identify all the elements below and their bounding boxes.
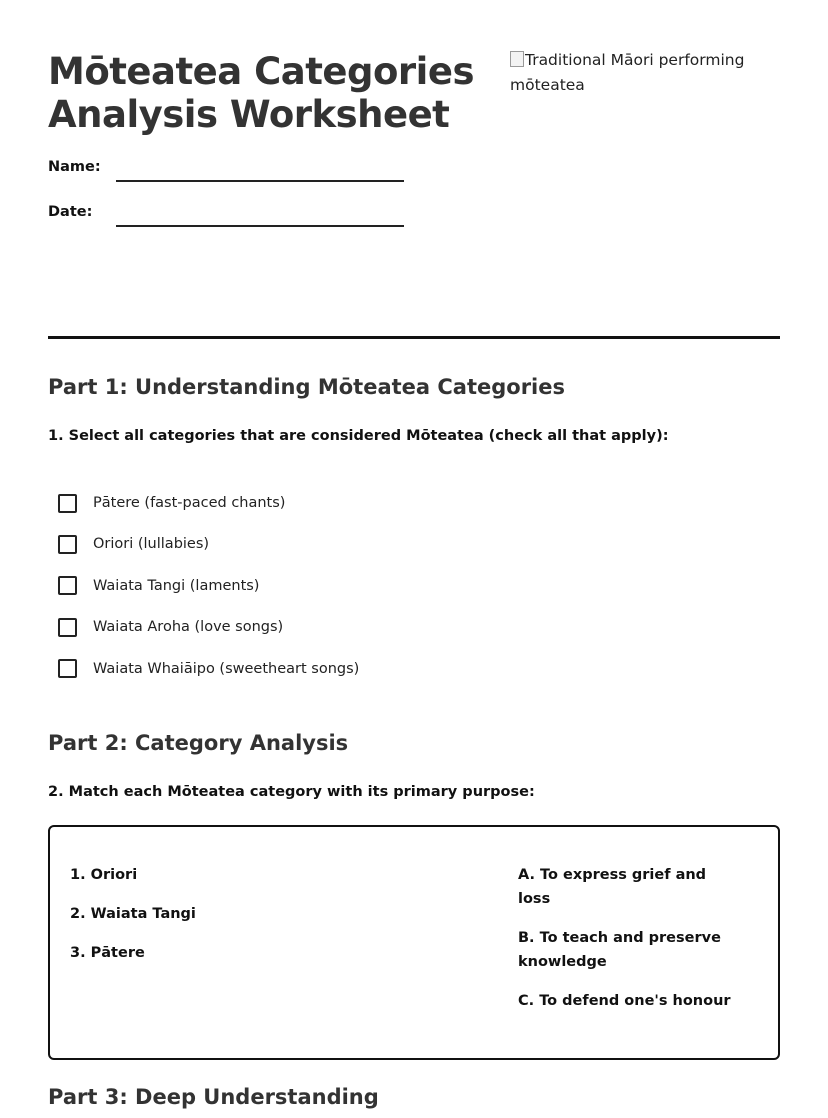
name-label: Name: bbox=[48, 159, 101, 175]
checkbox-option-waiata-whaiaipo[interactable] bbox=[58, 657, 359, 681]
match-purpose-item: B. To teach and preserve knowledge bbox=[518, 930, 721, 970]
part1-heading: Part 1: Understanding Mōteatea Categories bbox=[48, 375, 566, 399]
matching-box bbox=[48, 825, 780, 1060]
checkbox-label: Oriori (lullabies) bbox=[93, 536, 210, 553]
matching-purposes-column bbox=[518, 863, 738, 1028]
checkbox-option-patere[interactable] bbox=[58, 491, 359, 515]
header-image-alt-text: Traditional Māori performing mōteatea bbox=[510, 51, 745, 94]
checkbox-label: Waiata Aroha (love songs) bbox=[93, 619, 284, 636]
checkbox[interactable] bbox=[58, 535, 77, 554]
match-category-item: 3. Pātere bbox=[70, 945, 145, 961]
match-purpose-item: A. To express grief and loss bbox=[518, 867, 707, 907]
category-checklist bbox=[58, 491, 359, 698]
checkbox-option-waiata-aroha[interactable] bbox=[58, 615, 359, 639]
date-label: Date: bbox=[48, 204, 93, 220]
checkbox-label: Waiata Whaiāipo (sweetheart songs) bbox=[93, 660, 360, 677]
checkbox[interactable] bbox=[58, 659, 77, 678]
part2-heading: Part 2: Category Analysis bbox=[48, 731, 349, 755]
section-divider bbox=[48, 336, 780, 339]
checkbox[interactable] bbox=[58, 494, 77, 513]
question-1: 1. Select all categories that are considered Mōteatea (check all that apply): bbox=[48, 428, 669, 444]
checkbox[interactable] bbox=[58, 618, 77, 637]
question-2: 2. Match each Mōteatea category with its primary purpose: bbox=[48, 784, 535, 800]
page-title: Mōteatea Categories Analysis Worksheet bbox=[48, 50, 474, 136]
part3-heading: Part 3: Deep Understanding bbox=[48, 1085, 379, 1109]
match-category-item: 1. Oriori bbox=[70, 867, 138, 883]
match-purpose-item: C. To defend one's honour bbox=[518, 993, 731, 1009]
match-category-item: 2. Waiata Tangi bbox=[70, 906, 196, 922]
name-field[interactable] bbox=[116, 180, 404, 182]
checkbox-label: Pātere (fast-paced chants) bbox=[93, 495, 286, 511]
broken-image-icon bbox=[510, 51, 524, 67]
matching-categories-column bbox=[70, 863, 370, 980]
checkbox-label: Waiata Tangi (laments) bbox=[93, 577, 260, 594]
checkbox-option-waiata-tangi[interactable] bbox=[58, 574, 359, 598]
checkbox-option-oriori[interactable] bbox=[58, 532, 359, 556]
header-image bbox=[510, 48, 770, 98]
checkbox[interactable] bbox=[58, 576, 77, 595]
date-field[interactable] bbox=[116, 225, 404, 227]
